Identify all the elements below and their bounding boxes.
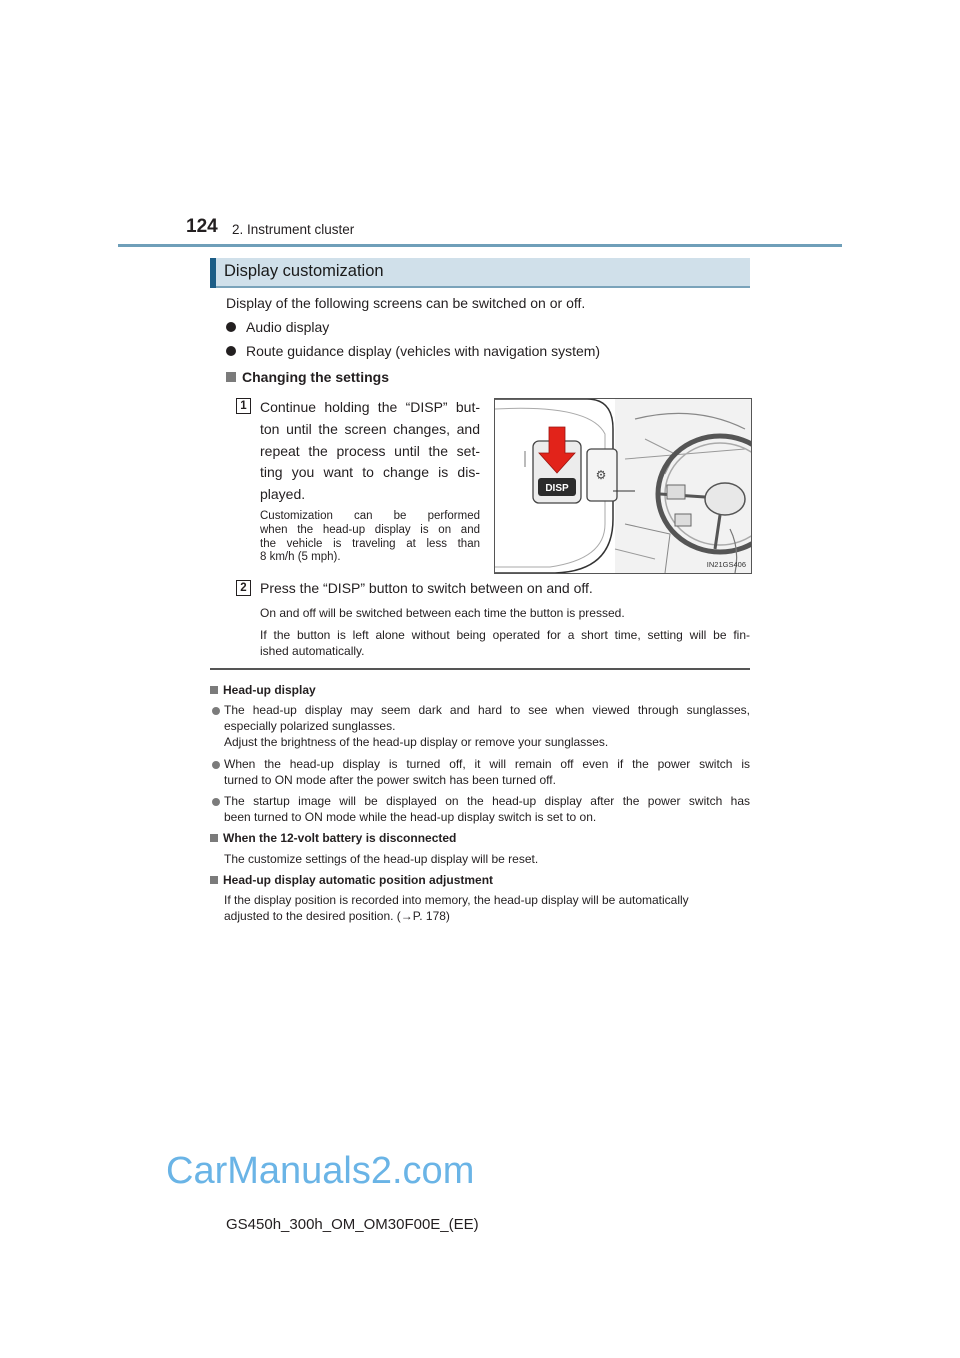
intro-text: Display of the following screens can be switched on or off. xyxy=(226,295,586,311)
step-2-text: Press the “DISP” button to switch between on and off. xyxy=(260,580,593,596)
note-hud-2: When the head-up display is turned off, it will remain off even if the power switch is turned to ON mode after the power switch has been turned off. xyxy=(224,757,750,787)
step-1-note: Customization can be performed when the head-up display is on and the vehicle is traveling at less than 8 km/h (5 mph). xyxy=(260,510,480,564)
section-divider xyxy=(210,668,750,670)
figure-code: IN21GS406 xyxy=(706,560,746,569)
subheading-changing: Changing the settings xyxy=(226,369,389,385)
note-hud-1: The head-up display may seem dark and hard to see when viewed through sunglasses, especially polarized sunglasses. Adjust the brightness of the head-up display or remove your sunglasses. xyxy=(224,703,750,749)
bullet-icon xyxy=(226,346,236,356)
step-1-badge: 1 xyxy=(236,398,251,414)
list-item: Audio display xyxy=(226,319,329,335)
step-2-note-2: If the button is left alone without being operated for a short time, setting will be fin- ished automatically. xyxy=(260,628,750,658)
note-heading-hud: Head-up display xyxy=(210,683,316,697)
step-2-badge: 2 xyxy=(236,580,251,596)
step-2-note-1: On and off will be switched between each time the button is pressed. xyxy=(260,606,625,620)
step-1-text: Continue holding the “DISP” but- ton until the screen changes, and repeat the process until the set- ting you want to change is dis- played. xyxy=(260,399,480,503)
note-hud-3: The startup image will be displayed on the head-up display after the power switch has been turned to ON mode while the head-up display switch is set to on. xyxy=(224,794,750,824)
header-rule xyxy=(118,244,842,247)
page-number: 124 xyxy=(186,216,218,237)
square-bullet-icon xyxy=(210,834,218,842)
square-bullet-icon xyxy=(226,372,236,382)
bullet-icon xyxy=(212,707,220,715)
svg-text:⚙: ⚙ xyxy=(595,468,607,482)
square-bullet-icon xyxy=(210,686,218,694)
section-title: 2. Instrument cluster xyxy=(232,222,355,237)
bullet-icon xyxy=(212,761,220,769)
note-position-text: If the display position is recorded into memory, the head-up display will be automatically adjusted to the desired position. (→P. 178) xyxy=(224,893,689,923)
square-bullet-icon xyxy=(210,876,218,884)
note-heading-position: Head-up display automatic position adjustment xyxy=(210,873,493,887)
note-heading-battery: When the 12-volt battery is disconnected xyxy=(210,831,456,845)
note-battery-text: The customize settings of the head-up display will be reset. xyxy=(224,852,539,866)
list-item: Route guidance display (vehicles with navigation system) xyxy=(226,343,600,359)
disp-button-illustration xyxy=(494,398,752,574)
section-heading-accent xyxy=(210,258,216,288)
bullet-icon xyxy=(212,798,220,806)
watermark-logo: CarManuals2.com xyxy=(166,1150,475,1192)
section-heading: Display customization xyxy=(224,262,384,280)
bullet-icon xyxy=(226,322,236,332)
footer-model-code: GS450h_300h_OM_OM30F00E_(EE) xyxy=(226,1216,479,1233)
dashboard-figure xyxy=(495,399,751,573)
disp-button-label: DISP xyxy=(545,483,569,494)
